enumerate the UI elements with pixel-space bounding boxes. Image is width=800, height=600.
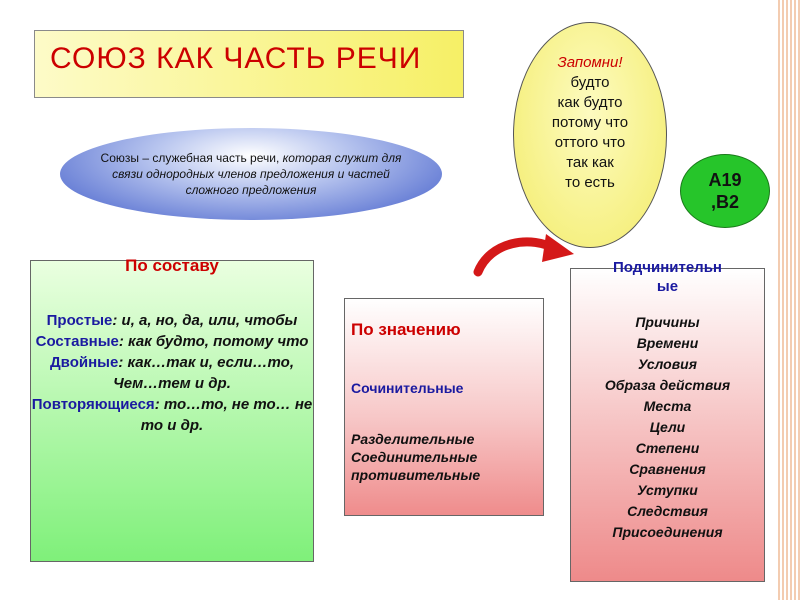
composition-examples: : и, а, но, да, или, чтобы (112, 312, 298, 329)
composition-item (30, 352, 314, 394)
exam-badge-label: А19 ,В2 (708, 170, 742, 212)
composition-heading-text: По составу (125, 256, 219, 275)
subordinate-item: Образа действия (604, 377, 731, 393)
decorative-stripes (778, 0, 800, 600)
composition-item (30, 394, 314, 436)
subordinate-item: Степени (635, 440, 700, 456)
subordinate-item: Условия (638, 356, 697, 372)
subordinate-item: Уступки (637, 482, 698, 498)
meaning-item: Разделительные (351, 431, 475, 447)
composition-examples: : то…то, не то… не то и др. (140, 396, 313, 434)
exam-badge (680, 154, 770, 228)
composition-label: Простые (46, 312, 113, 329)
composition-heading (30, 256, 314, 276)
definition-lead: Союзы – служебная часть речи, (100, 151, 280, 165)
subordinate-item: Причины (635, 314, 700, 330)
meaning-item: противительные (351, 467, 481, 483)
page-title: СОЮЗ КАК ЧАСТЬ РЕЧИ (50, 42, 422, 75)
meaning-item: Соединительные (351, 449, 478, 465)
composition-label: Составные (35, 333, 119, 350)
meaning-heading: По значению (351, 320, 461, 339)
meaning-subheading: Сочинительные (351, 380, 464, 396)
definition-rest: которая служит для связи однородных членов предложения и частей сложного предложения (112, 151, 402, 197)
subordinate-item: Цели (649, 419, 686, 435)
composition-item (30, 310, 314, 331)
composition-examples: : как…так и, если…то, Чем…тем и др. (113, 354, 294, 392)
composition-item (30, 331, 314, 352)
remember-item: потому что (551, 114, 629, 131)
remember-item: то есть (565, 174, 615, 191)
subordinate-heading (570, 258, 765, 296)
curved-arrow-icon (470, 228, 580, 278)
subordinate-item: Следствия (627, 503, 708, 519)
composition-label: Повторяющиеся (31, 396, 155, 413)
remember-item: оттого что (554, 134, 626, 151)
subordinate-item: Места (643, 398, 692, 414)
subordinate-item: Времени (636, 335, 699, 351)
composition-label: Двойные (50, 354, 119, 371)
remember-item: будто (570, 74, 610, 91)
meaning-list (351, 430, 480, 484)
composition-examples: : как будто, потому что (118, 333, 309, 350)
subordinate-item: Сравнения (629, 461, 706, 477)
composition-list (30, 310, 314, 436)
remember-ellipse (513, 22, 667, 248)
subordinate-heading-text: Подчинительные (613, 259, 722, 295)
remember-item: так как (566, 154, 614, 171)
remember-title: Запомни! (557, 54, 623, 71)
subordinate-list (570, 312, 765, 543)
subordinate-item: Присоединения (612, 524, 723, 540)
remember-item: как будто (557, 94, 623, 111)
definition-ellipse (60, 128, 442, 220)
definition-text (91, 150, 411, 198)
